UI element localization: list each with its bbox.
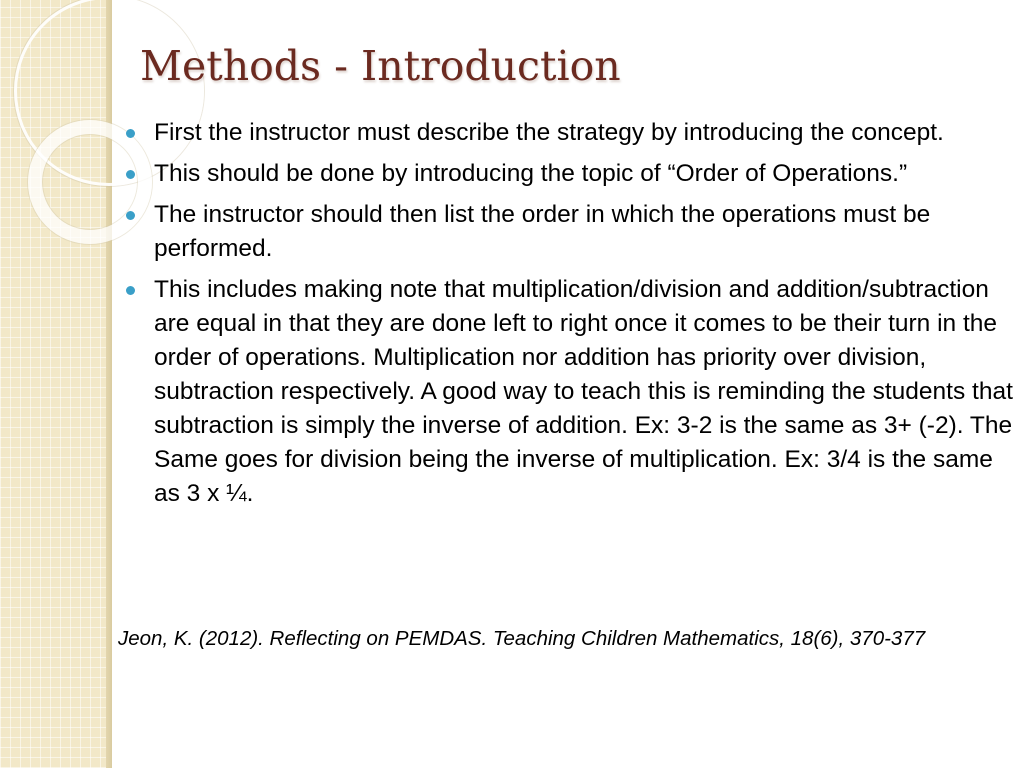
bullet-marker-icon [126, 129, 135, 138]
bullet-text: This includes making note that multiplication/division and addition/subtraction are equal in that they are done left to right once it comes to be their turn in the order of operations. Multiplication nor addition has priority over division, subtraction respectively. A good way to teach this is reminding the students that subtraction is simply the inverse of addition. Ex: 3-2 is the same as 3+ (-2). The Same goes for division being the inverse of multiplication. Ex: 3/4 is the same as 3 x ¼. [154, 276, 1013, 507]
bullet-text: First the instructor must describe the strategy by introducing the concept. [154, 119, 944, 146]
citation: Jeon, K. (2012). Reflecting on PEMDAS. Teaching Children Mathematics, 18(6), 370-377 [118, 627, 926, 650]
bullet-item [126, 198, 1016, 266]
bullet-text: This should be done by introducing the topic of “Order of Operations.” [154, 160, 908, 187]
bullet-marker-icon [126, 211, 135, 220]
bullet-item [126, 273, 1016, 511]
bullet-item [126, 157, 1016, 191]
bullet-list [126, 116, 1016, 518]
bullet-marker-icon [126, 286, 135, 295]
bullet-marker-icon [126, 170, 135, 179]
bullet-text: The instructor should then list the order in which the operations must be performed. [154, 201, 931, 262]
slide-title: Methods - Introduction [140, 42, 621, 90]
bullet-item [126, 116, 1016, 150]
